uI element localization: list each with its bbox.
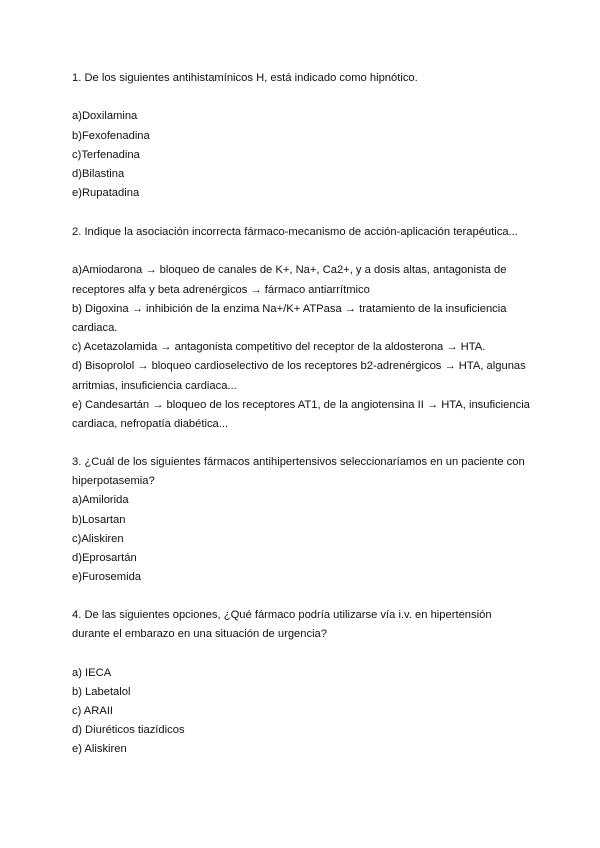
question-3 bbox=[72, 453, 542, 587]
question-4 bbox=[72, 606, 542, 760]
question-1-option-b: b)Fexofenadina bbox=[72, 129, 150, 142]
question-4-option-a: a) IECA bbox=[72, 666, 112, 679]
question-2-option-d-cont: arritmias, insuficiencia cardiaca... bbox=[72, 379, 237, 392]
question-1-option-a: a)Doxilamina bbox=[72, 110, 138, 123]
question-1-option-e: e)Rupatadina bbox=[72, 187, 140, 200]
question-2-option-e-cont: cardiaca, nefropatía diabética... bbox=[72, 418, 229, 431]
question-2-option-a-cont: receptores alfa y beta adrenérgicos → fármaco antiarrítmico bbox=[72, 283, 370, 296]
question-3-option-c: c)Aliskiren bbox=[72, 532, 124, 545]
question-4-option-c: c) ARAII bbox=[72, 705, 114, 717]
question-3-stem: 3. ¿Cuál de los siguientes fármacos antihipertensivos seleccionaríamos en un paciente con bbox=[72, 456, 525, 468]
question-4-option-e: e) Aliskiren bbox=[72, 743, 127, 756]
question-3-option-b: b)Losartan bbox=[72, 513, 126, 526]
question-2-option-d: d) Bisoprolol → bloqueo cardioselectivo de los receptores b2-adrenérgicos → HTA, algunas bbox=[72, 360, 526, 373]
question-2 bbox=[72, 223, 542, 434]
question-2-stem: 2. Indique la asociación incorrecta fármaco-mecanismo de acción-aplicación terapéutica... bbox=[72, 226, 518, 238]
question-1-stem: 1. De los siguientes antihistamínicos H, está indicado como hipnótico. bbox=[72, 72, 418, 84]
question-2-option-a: a)Amiodarona → bloqueo de canales de K+, Na+, Ca2+, y a dosis altas, antagonista de bbox=[72, 264, 507, 277]
question-1-option-c: c)Terfenadina bbox=[72, 148, 140, 161]
question-2-option-b-cont: cardiaca. bbox=[72, 322, 118, 334]
question-4-option-d: d) Diuréticos tiazídicos bbox=[72, 724, 185, 737]
question-3-option-a: a)Amilorida bbox=[72, 494, 129, 507]
question-3-option-e: e)Furosemida bbox=[72, 571, 142, 584]
question-3-option-d: d)Eprosartán bbox=[72, 552, 137, 565]
question-2-option-e: e) Candesartán → bloqueo de los receptores AT1, de la angiotensina II → HTA, insuficiencia bbox=[72, 398, 530, 411]
question-1-option-d: d)Bilastina bbox=[72, 168, 125, 180]
question-4-option-b: b) Labetalol bbox=[72, 685, 131, 698]
question-4-stem: 4. De las siguientes opciones, ¿Qué fármaco podría utilizarse vía i.v. en hipertensión bbox=[72, 609, 492, 621]
question-2-option-b: b) Digoxina → inhibición de la enzima Na+/K+ ATPasa → tratamiento de la insuficiencia bbox=[72, 302, 507, 315]
question-4-stem-cont: durante el embarazo en una situación de urgencia? bbox=[72, 628, 328, 641]
question-1 bbox=[72, 69, 542, 203]
question-3-stem-cont: hiperpotasemia? bbox=[72, 475, 155, 488]
question-2-option-c: c) Acetazolamida → antagonista competitivo del receptor de la aldosterona → HTA. bbox=[72, 341, 486, 354]
